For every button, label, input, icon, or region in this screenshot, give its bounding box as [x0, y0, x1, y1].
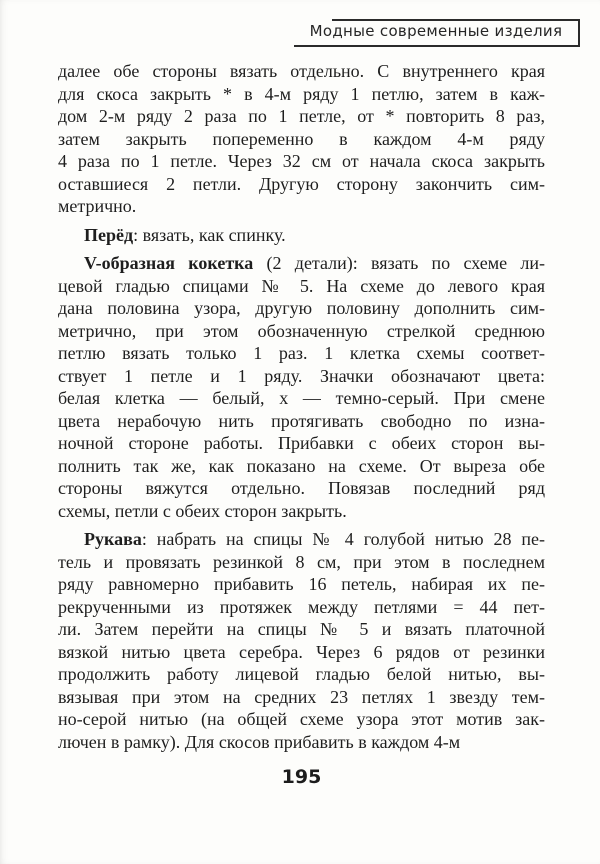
running-header-title: Модные современные изделия: [309, 22, 563, 40]
text-body: [58, 60, 545, 759]
text-line: [58, 297, 545, 320]
running-header: [0, 0, 600, 60]
text-line: [58, 224, 545, 247]
paragraph: [58, 60, 545, 218]
text-segment: далее обе стороны вязать отдельно. С внутреннего края: [58, 61, 545, 81]
paragraph: [58, 224, 545, 247]
text-segment: оставшиеся 2 петли. Другую сторону закончить сим-: [58, 173, 545, 194]
text-line: [58, 105, 545, 128]
page-number: 195: [281, 766, 322, 788]
text-line: [58, 83, 545, 106]
text-segment: схемы, петли с обеих сторон закрыть.: [58, 500, 347, 521]
text-segment: : вязать, как спинку.: [133, 224, 286, 245]
paragraph-lead-bold: V-образная кокетка: [84, 253, 254, 273]
text-segment: 4 раза по 1 петле. Через 32 см от начала скоса закрыть: [58, 151, 545, 171]
text-segment: полнить так же, как показано на схеме. От выреза обе: [58, 455, 545, 476]
text-line: [58, 320, 545, 343]
text-line: [58, 663, 545, 686]
text-line: [58, 173, 545, 196]
text-segment: ли. Затем перейти на спицы № 5 и вязать платочной: [58, 619, 545, 639]
text-segment: ствует 1 петле и 1 ряду. Значки обозначают цвета:: [58, 365, 545, 386]
text-segment: (2 детали): вязать по схеме ли-: [253, 253, 545, 273]
text-segment: затем закрыть попеременно в каждом 4-м ряду: [58, 128, 545, 149]
text-line: [58, 477, 545, 500]
text-segment: для скоса закрыть * в 4-м ряду 1 петлю, затем в каж-: [58, 83, 545, 104]
text-line: [58, 731, 545, 754]
text-line: [58, 596, 545, 619]
text-segment: цвета нерабочую нить протягивать свободно по изна-: [58, 410, 545, 431]
text-line: [58, 551, 545, 574]
text-segment: метрично, при этом обозначенную стрелкой среднюю: [58, 320, 545, 341]
text-segment: цевой гладью спицами № 5. На схеме до левого края: [58, 275, 545, 296]
text-line: [58, 60, 545, 83]
text-line: [58, 275, 545, 298]
text-line: [58, 150, 545, 173]
text-segment: : набрать на спицы № 4 голубой нитью 28 пе-: [141, 529, 545, 549]
text-line: [58, 618, 545, 641]
text-segment: белая клетка — белый, х — темно-серый. При смене: [58, 388, 545, 408]
text-segment: продолжить работу лицевой гладью белой нитью, вы-: [58, 664, 545, 684]
text-segment: ночной стороне работы. Прибавки с обеих сторон вы-: [58, 433, 545, 453]
text-segment: петлю вязать только 1 раз. 1 клетка схемы соответ-: [58, 343, 545, 363]
paragraph: [58, 528, 545, 753]
text-line: [58, 410, 545, 433]
text-segment: но-серой нитью (на общей схеме узора этот мотив зак-: [58, 709, 545, 729]
header-box-bottom-rule: [294, 45, 580, 47]
text-line: [58, 128, 545, 151]
text-segment: дом 2-м ряду 2 раза по 1 петле, от * повторить 8 раз,: [58, 106, 545, 126]
header-box-top-rule: [332, 19, 580, 21]
text-line: [58, 365, 545, 388]
text-line: [58, 686, 545, 709]
text-line: [58, 500, 545, 523]
text-segment: вязывая при этом на средних 23 петлях 1 звезду тем-: [58, 686, 545, 707]
text-segment: вязкой нитью цвета серебра. Через 6 рядов от резинки: [58, 641, 545, 662]
text-line: [58, 387, 545, 410]
paragraph: [58, 252, 545, 522]
text-line: [58, 455, 545, 478]
text-segment: лючен в рамку). Для скосов прибавить в каждом 4-м: [58, 731, 461, 752]
text-segment: тель и провязать резинкой 8 см, при этом в последнем: [58, 551, 545, 572]
text-segment: рекрученными из протяжек между петлями = 44 пет-: [58, 596, 545, 617]
text-line: [58, 342, 545, 365]
text-line: [58, 252, 545, 275]
text-line: [58, 573, 545, 596]
paragraph-lead-bold: Рукава: [84, 529, 142, 549]
text-line: [58, 708, 545, 731]
text-segment: метрично.: [58, 196, 137, 216]
text-segment: ряду равномерно прибавить 16 петель, набирая их пе-: [58, 574, 545, 594]
text-segment: стороны вяжутся отдельно. Повязав последний ряд: [58, 478, 545, 498]
text-line: [58, 432, 545, 455]
text-segment: дана половина узора, другую половину дополнить сим-: [58, 298, 545, 318]
header-box-right-rule: [578, 19, 580, 47]
text-line: [58, 528, 545, 551]
paragraph-lead-bold: Перёд: [84, 224, 134, 245]
text-line: [58, 195, 545, 218]
text-line: [58, 641, 545, 664]
